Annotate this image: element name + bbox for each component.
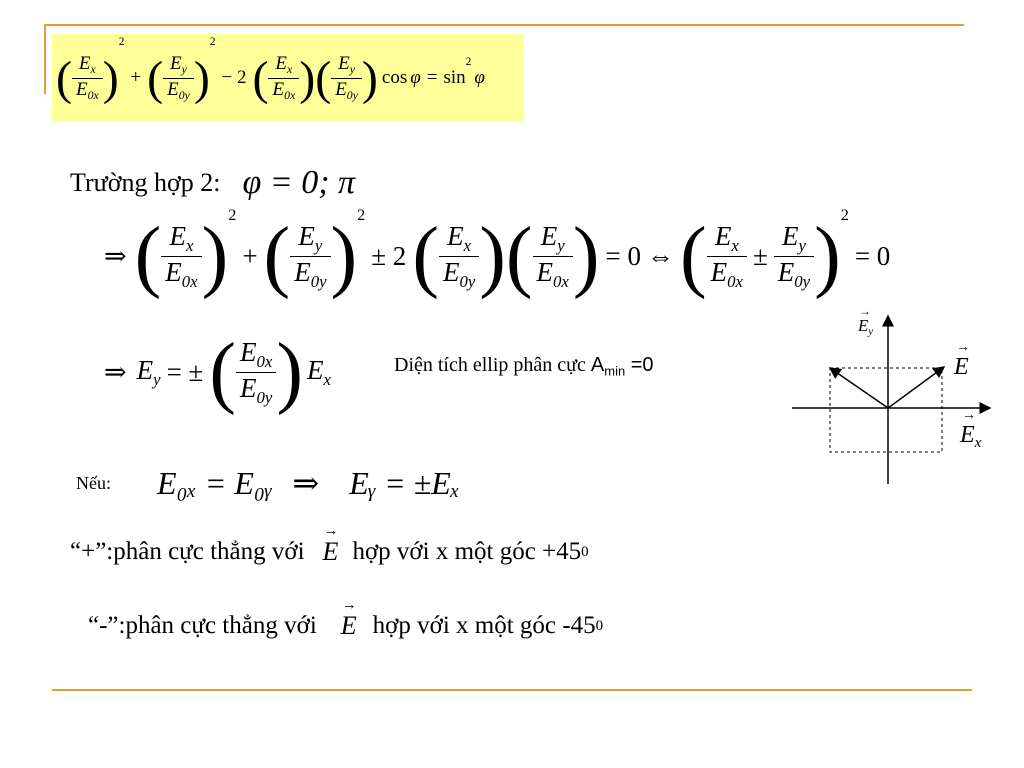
top-rule (44, 24, 964, 26)
e-vector-symbol: E (340, 611, 357, 640)
case2-condition: φ = 0; π (242, 164, 356, 201)
top-formula: ( $\frac{E_x}{E_{0x}}$ ) 2 + ( $\frac{E_y}{E_{0y}}$ ) 2 − 2 ( $\frac{E_x}{E_{0x}}$ )( $\frac{E_y}{E_{0y}}$ ) cos φ = sin 2 φ (52, 34, 524, 122)
if-rhs: Eᵧ = ±Eₓ (349, 464, 460, 501)
left-rule (44, 24, 46, 94)
if-row (76, 458, 460, 508)
frac-ey-e0y: $\frac{E_y}{E_{0y}}$ (163, 53, 194, 102)
if-label: Nếu: (76, 472, 111, 493)
case2-label: Trường hợp 2: (70, 168, 221, 197)
ellipse-area-note: Diện tích ellip phân cực $A_{min} =0$ (394, 354, 654, 379)
ey-equation: ⇒ $E_y$ = ± ( $\frac{E_{0x}}{E_{0y}}$ ) $E_x$ (104, 327, 331, 416)
diagram-e-label: → E (954, 340, 970, 380)
frac-ex-e0x-2: $\frac{E_x}{E_{0x}}$ (268, 53, 299, 102)
case2-heading (70, 160, 355, 206)
e-vector-symbol: E (322, 537, 339, 566)
if-implies: ⇒ (292, 465, 320, 501)
diagram-ey-label: → $E_y$ (858, 304, 874, 338)
expanded-equation: ⇒ ( $\frac{E_x}{E_{0x}}$ ) 2 + ( $\frac{E_y}{E_{0y}}$ ) 2 ± 2 ( $\frac{E_x}{E_{0y}}$ )( $\frac{E_y}{E_{0x}}$ ) = 0 ⇔ ( $\frac{E_x}{E_{0x}}$ ± $\frac{E_y}{E_{0y}}$ ) 2 = 0 (104, 206, 891, 300)
plus-line: “+”:phân cực thẳng với → E hợp với x một góc +45 0 (70, 523, 589, 566)
minus-line: “-”:phân cực thẳng với → E hợp với x một góc -45 0 (88, 597, 604, 640)
polarization-diagram (786, 304, 996, 492)
if-lhs: E₀ₓ = E₀ᵧ (157, 464, 273, 501)
frac-ex-e0x: $\frac{E_x}{E_{0x}}$ (72, 53, 103, 102)
frac-ey-e0y-2: $\frac{E_y}{E_{0y}}$ (331, 53, 362, 102)
diagram-ex-label: → $E_x$ (960, 408, 982, 452)
e-vector-minus (830, 368, 888, 408)
e-vector-plus (888, 367, 944, 408)
bottom-rule (52, 689, 972, 691)
